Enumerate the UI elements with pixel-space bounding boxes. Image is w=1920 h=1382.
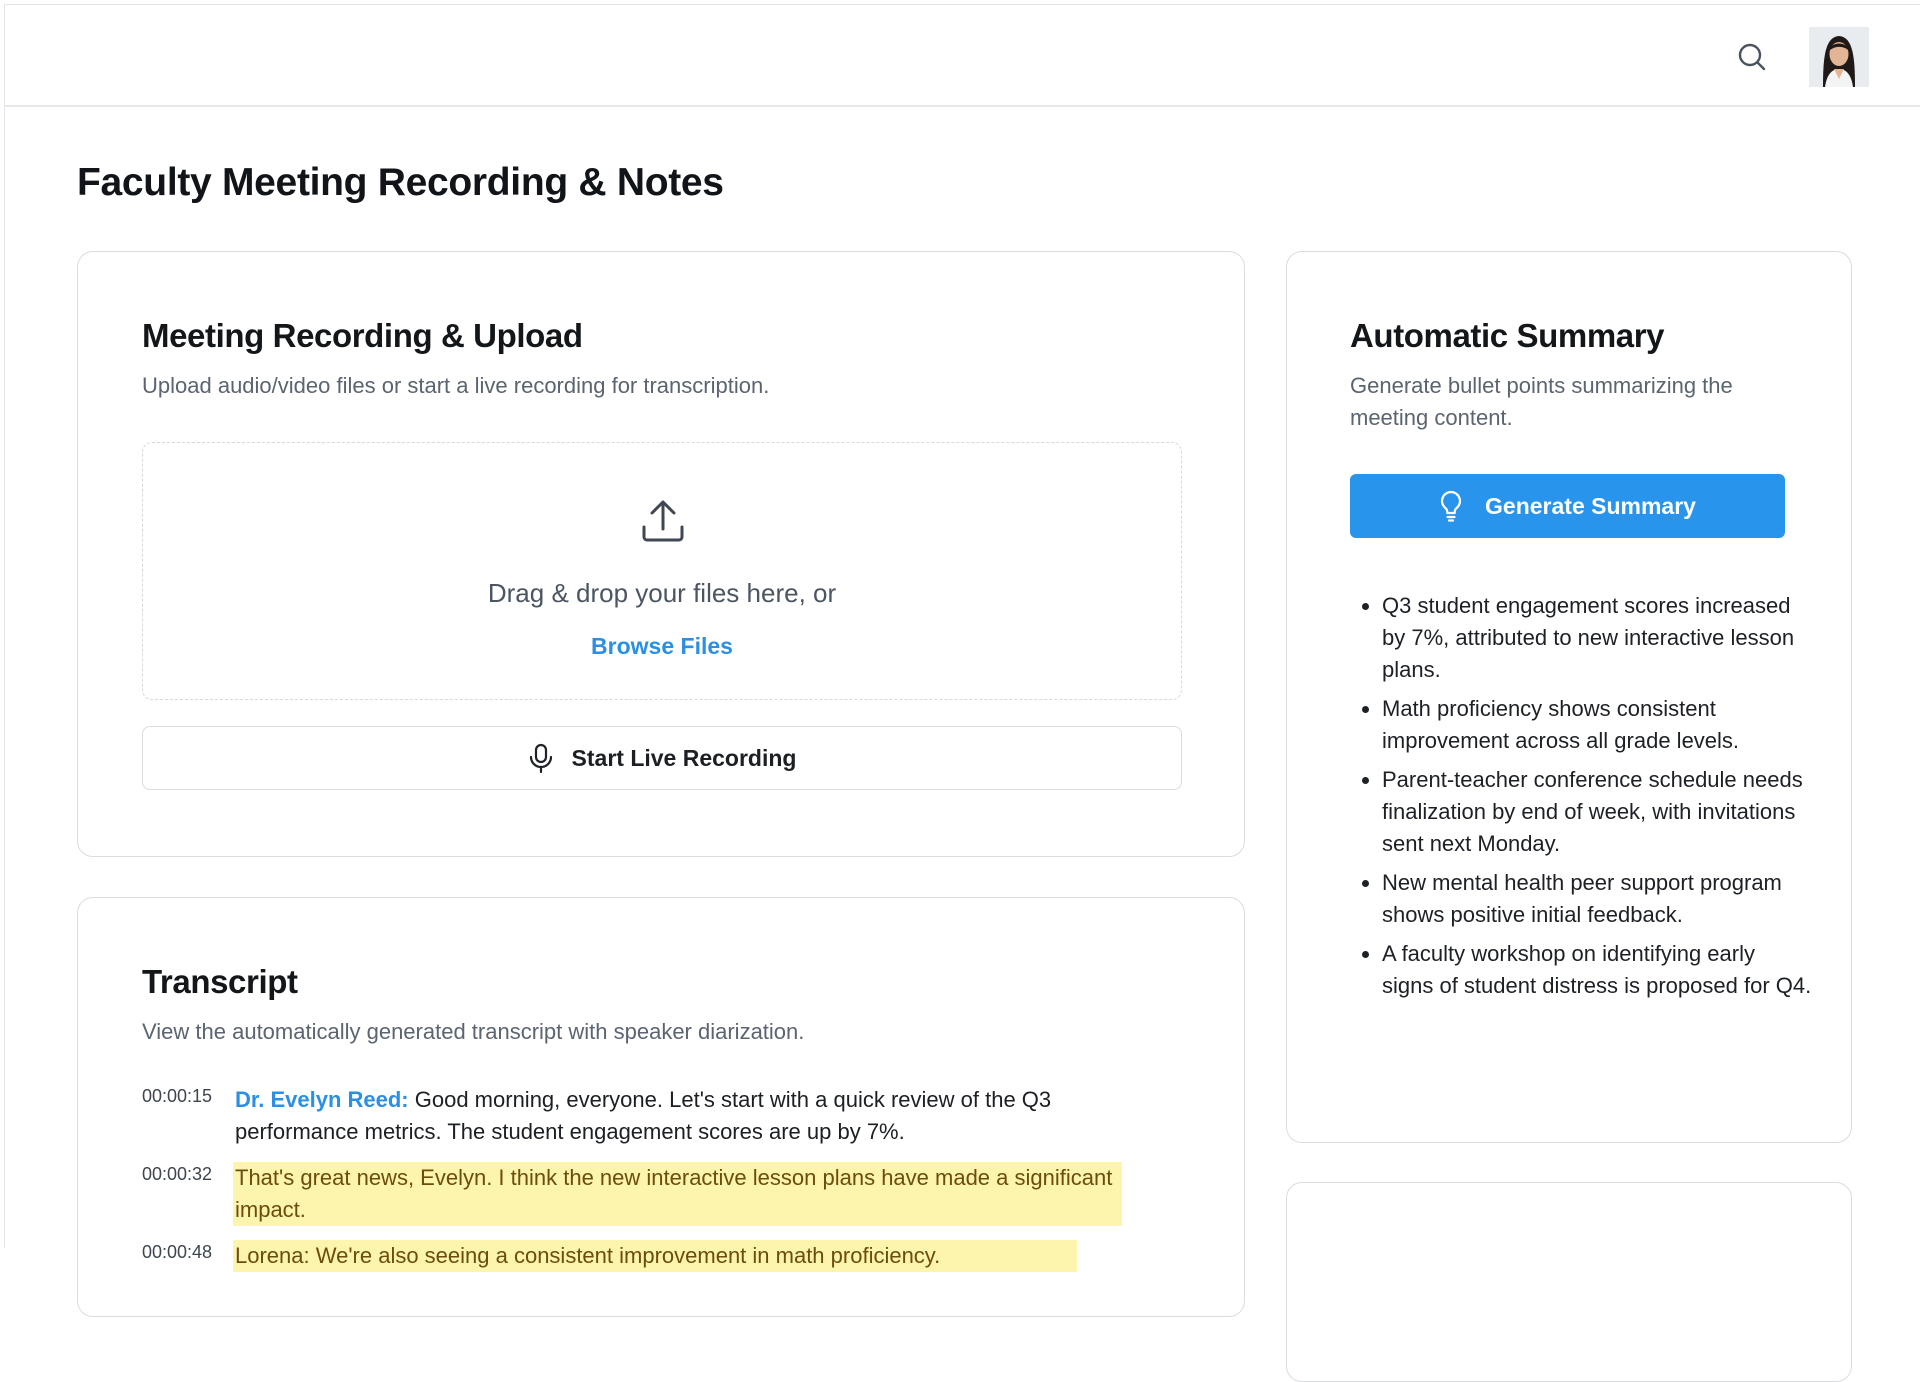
- transcript-text: [233, 1084, 1122, 1148]
- generate-summary-label: Generate Summary: [1485, 492, 1696, 519]
- avatar-image: [1809, 27, 1869, 87]
- app-frame: [4, 4, 1920, 1268]
- transcript-speaker: Dr. Evelyn Reed:: [235, 1087, 409, 1112]
- search-button[interactable]: [1732, 37, 1772, 77]
- start-live-recording-button[interactable]: [142, 726, 1182, 790]
- search-icon: [1737, 42, 1767, 72]
- dropzone-text: Drag & drop your files here, or: [487, 578, 837, 608]
- live-recording-label: Start Live Recording: [571, 744, 797, 771]
- transcript-text-highlighted: That's great news, Evelyn. I think the new interactive lesson plans have made a significant impact.: [233, 1162, 1122, 1226]
- transcript-utterance: Good morning, everyone. Let's start with a quick review of the Q3 performance metrics. The student engagement scores are up by 7%.: [235, 1087, 1052, 1144]
- secondary-card: [1286, 1182, 1852, 1382]
- recording-card-title: Meeting Recording & Upload: [142, 317, 583, 354]
- transcript-text-highlighted: Lorena: We're also seeing a consistent improvement in math proficiency.: [233, 1240, 1077, 1272]
- summary-bullet: • A faculty workshop on identifying early signs of student distress is proposed for Q4.: [1382, 938, 1812, 1002]
- summary-bullet: • Q3 student engagement scores increased by 7%, attributed to new interactive lesson plans.: [1382, 590, 1812, 686]
- recording-upload-card: [77, 251, 1245, 857]
- microphone-icon: [528, 743, 554, 773]
- file-dropzone[interactable]: [142, 442, 1182, 700]
- lightbulb-icon: [1439, 490, 1463, 522]
- avatar[interactable]: [1809, 27, 1869, 87]
- summary-card-subtitle: Generate bullet points summarizing the meeting content.: [1350, 373, 1733, 430]
- summary-bullet: • Parent-teacher conference schedule needs finalization by end of week, with invitations sent next Monday.: [1382, 764, 1812, 860]
- recording-card-subtitle: Upload audio/video files or start a live recording for transcription.: [142, 373, 770, 398]
- transcript-timestamp[interactable]: 00:00:15: [142, 1086, 213, 1106]
- transcript-entry: [142, 1240, 1122, 1272]
- transcript-timestamp[interactable]: 00:00:48: [142, 1242, 213, 1262]
- summary-bullets: [1350, 590, 1812, 1009]
- summary-bullet: • Math proficiency shows consistent improvement across all grade levels.: [1382, 693, 1812, 757]
- top-bar: [5, 5, 1920, 107]
- transcript-entry: [142, 1162, 1122, 1226]
- generate-summary-button[interactable]: [1350, 474, 1785, 538]
- upload-icon: [639, 497, 687, 545]
- transcript-entry: [142, 1084, 1122, 1148]
- summary-card-title: Automatic Summary: [1350, 317, 1665, 354]
- page-title: Faculty Meeting Recording & Notes: [77, 161, 724, 204]
- transcript-timestamp[interactable]: 00:00:32: [142, 1164, 213, 1184]
- transcript-card-subtitle: View the automatically generated transcript with speaker diarization.: [142, 1019, 805, 1044]
- transcript-card-title: Transcript: [142, 963, 298, 1000]
- browse-files-link[interactable]: Browse Files: [591, 633, 733, 659]
- transcript-card: [77, 897, 1245, 1317]
- summary-bullet: • New mental health peer support program shows positive initial feedback.: [1382, 867, 1812, 931]
- automatic-summary-card: [1286, 251, 1852, 1143]
- transcript-list: [142, 1084, 1122, 1286]
